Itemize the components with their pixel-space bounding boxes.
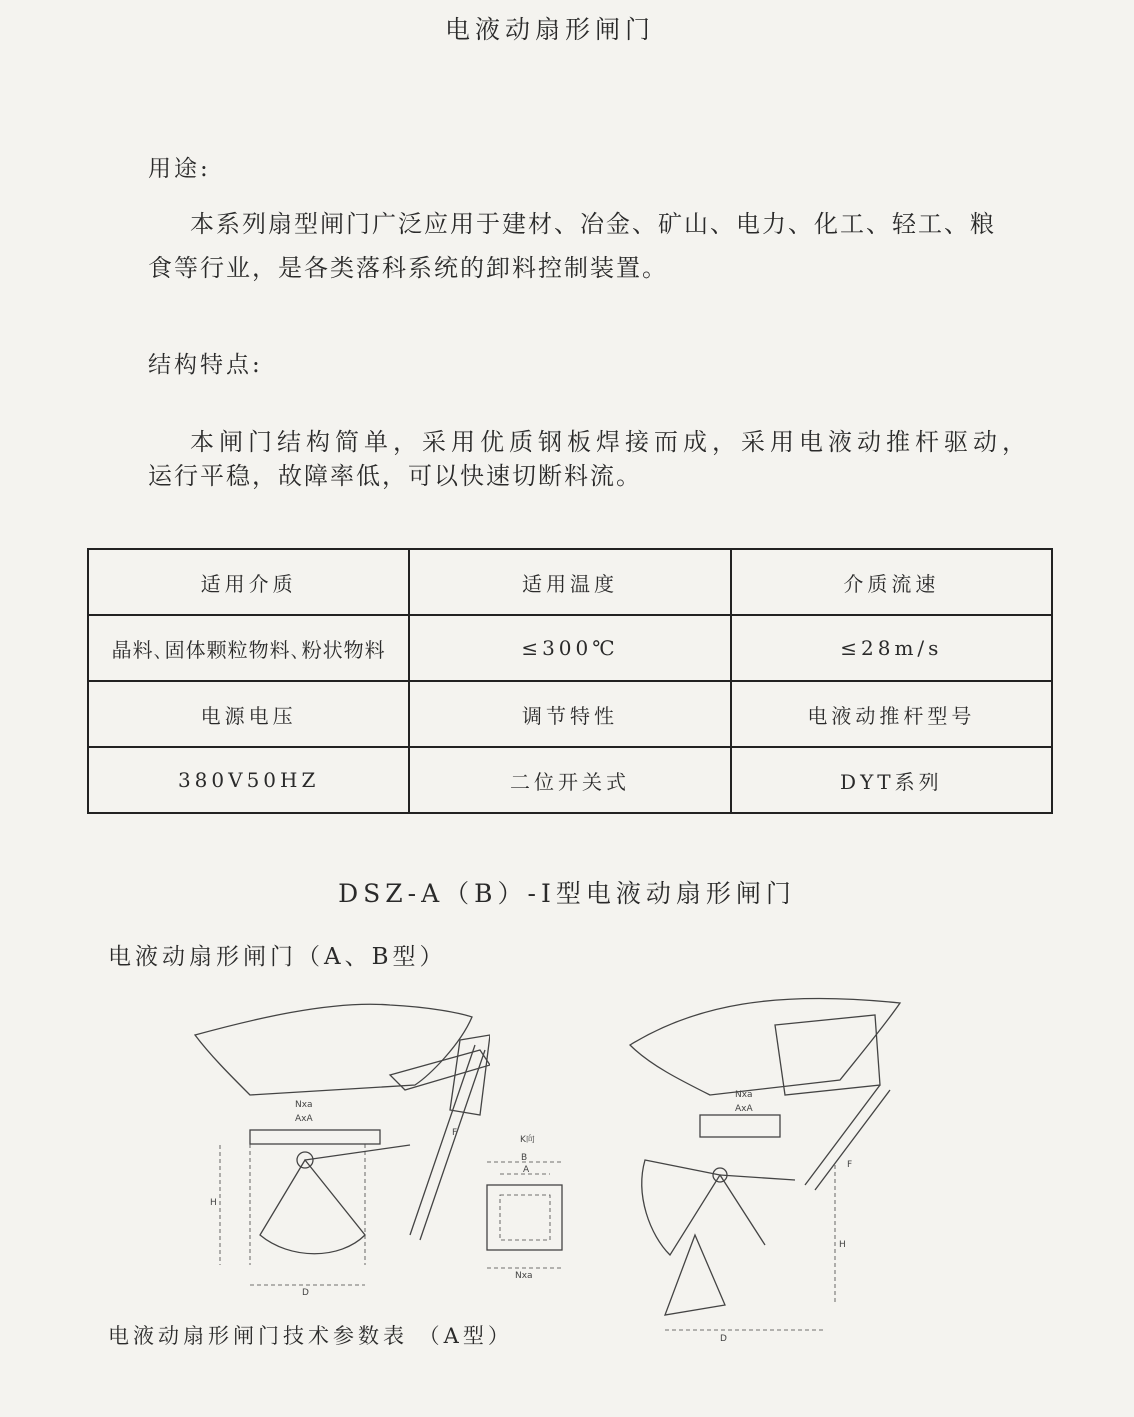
push-rod-actuator <box>805 1085 880 1185</box>
lever-arm <box>720 1175 765 1245</box>
usage-heading: 用途: <box>148 156 211 182</box>
bracket-plate <box>390 1050 490 1090</box>
table-row <box>88 747 1052 813</box>
structure-text-line-2: 运行平稳，故障率低，可以快速切断料流。 <box>148 462 642 490</box>
dim-axa-label: AxA <box>735 1104 753 1114</box>
table-cell: 电源电压 <box>88 681 409 747</box>
dim-n-label: Nxa <box>515 1271 533 1280</box>
dim-axa-label: AxA <box>295 1114 313 1124</box>
k-view-label: K向 <box>520 1135 535 1145</box>
dim-d-label: D <box>720 1334 727 1344</box>
table-cell: 380V50HZ <box>88 747 409 813</box>
sector-blade <box>642 1160 720 1255</box>
usage-text-line-2: 食等行业，是各类落科系统的卸料控制装置。 <box>148 254 668 282</box>
hopper-outline <box>195 1004 472 1095</box>
dim-a-label: A <box>523 1165 530 1175</box>
table-cell: ≤28m/s <box>731 615 1052 681</box>
k-view-opening <box>500 1195 550 1240</box>
push-rod-actuator <box>815 1090 890 1190</box>
usage-text-line-1: 本系列扇型闸门广泛应用于建材、冶金、矿山、电力、化工、轻工、粮 <box>190 210 996 238</box>
table-cell: 适用温度 <box>409 549 730 615</box>
drawing-caption-bottom: 电液动扇形闸门技术参数表 （A型） <box>108 1324 513 1348</box>
drawing-caption-top: 电液动扇形闸门（A、B型） <box>108 944 447 970</box>
sector-blade <box>260 1160 365 1254</box>
table-cell: 电液动推杆型号 <box>731 681 1052 747</box>
page-title: 电液动扇形闸门 <box>444 15 655 44</box>
dim-b-label: B <box>521 1153 528 1163</box>
lever-arm <box>720 1175 795 1180</box>
table-cell: 调节特性 <box>409 681 730 747</box>
lever-arm <box>305 1145 410 1160</box>
table-cell: 二位开关式 <box>409 747 730 813</box>
gate-drawing-right <box>625 985 915 1345</box>
gate-flange <box>700 1115 780 1137</box>
dim-f-label: F <box>847 1160 853 1170</box>
table-cell: ≤300℃ <box>409 615 730 681</box>
structure-heading: 结构特点: <box>148 352 263 378</box>
table-row <box>88 615 1052 681</box>
k-view-drawing <box>445 1130 605 1280</box>
dim-n-label: Nxa <box>735 1090 753 1100</box>
dim-d-label: D <box>302 1288 309 1298</box>
dim-n-label: Nxa <box>295 1100 313 1110</box>
discharge-chute <box>665 1235 725 1315</box>
table-cell: DYT系列 <box>731 747 1052 813</box>
spec-table <box>87 548 1053 814</box>
structure-text-line-1: 本闸门结构简单，采用优质钢板焊接而成，采用电液动推杆驱动， <box>190 428 1031 456</box>
dim-f-label: F <box>452 1128 458 1138</box>
section-title: DSZ-A（B）-Ⅰ型电液动扇形闸门 <box>338 879 796 908</box>
table-row <box>88 681 1052 747</box>
dim-h-label: H <box>839 1240 846 1250</box>
actuator-mount <box>775 1015 880 1095</box>
gate-flange <box>250 1130 380 1144</box>
table-row <box>88 549 1052 615</box>
hopper-outline <box>630 998 900 1095</box>
dim-h-label: H <box>210 1198 217 1208</box>
table-cell: 适用介质 <box>88 549 409 615</box>
table-cell: 晶料､固体颗粒物料､粉状物料 <box>88 615 409 681</box>
table-cell: 介质流速 <box>731 549 1052 615</box>
